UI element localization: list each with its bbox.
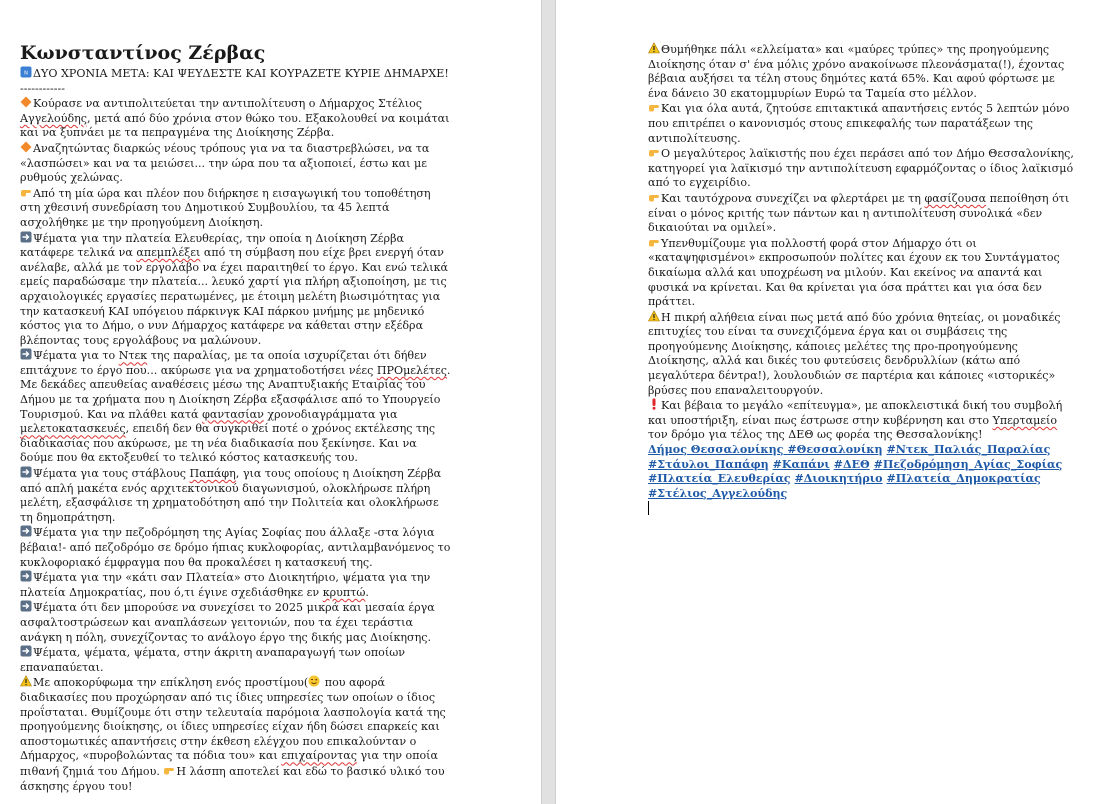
- page-gutter: [541, 0, 556, 804]
- arrow-right-box-icon: [20, 348, 32, 360]
- new-icon: [20, 66, 32, 78]
- pointing-hand-icon: [20, 186, 32, 198]
- arrow-right-box-icon: [20, 525, 32, 537]
- document-title: Κωνσταντίνος Ζέρβας: [20, 42, 266, 64]
- paragraph-2: Αναζητώντας διαρκώς νέους τρόπους για να τα διαστρεβλώσει, να τα «λασπώσει» και να τα μειώσει... την ώρα που τα αξιοποιεί, έστω και με ρυθμούς χελώνας.: [20, 141, 430, 185]
- arrow-right-box-icon: [20, 645, 32, 657]
- exclamation-icon: [648, 398, 660, 410]
- paragraph-6: Ψέματα για τους στάβλους Παπάφη, για τους οποίους η Διοίκηση Ζέρβα από απλή μακέτα ενός αρχιτεκτονικού διαγωνισμού, ολοκλήρωσε πλήρη μελέτη, εξασφάλισε τη χρηματοδότηση από την Πολιτεία και ολοκλήρωσε τη δημοπράτηση.: [20, 467, 442, 524]
- subtitle-text: ΔΥΟ ΧΡΟΝΙΑ ΜΕΤΑ: ΚΑΙ ΨΕΥΔΕΣΤΕ ΚΑΙ ΚΟΥΡΑΖΕΤΕ ΚΥΡΙΕ ΔΗΜΑΡΧΕ!: [33, 67, 449, 80]
- hashtags-paragraph: [648, 443, 1078, 501]
- paragraph-4: Ψέματα για την πλατεία Ελευθερίας, την οποία η Διοίκηση Ζέρβα κατάφερε τελικά να απεμπλέξει από τη σύμβαση που είχε βρει ενεργή όταν ανέλαβε, αλλά με τον εργολάβο να έχει παραιτηθεί το έργο. Και ενώ τελικά εμείς παραδώσαμε την πλατεία... λευκό χαρτί για πλήρη αξιοποίηση, με τις αρχαιολογικές εργασίες περατωμένες, με έτοιμη μελέτη βιωσιμότητας για την κατασκευή ΚΑΙ υπόγειου πάρκινγκ ΚΑΙ πάρκου μνήμης με μηδενικό κόστος για το Δήμο, ο νυν Δήμαρχος κατάφερε να κάθεται στην εξέδρα βλέποντας τους εργολάβους να μαλώνουν.: [20, 231, 449, 347]
- arrow-right-box-icon: [20, 231, 32, 243]
- arrow-right-box-icon: [20, 600, 32, 612]
- pointing-hand-icon: [648, 191, 660, 203]
- paragraph-r1: Θυμήθηκε πάλι «ελλείματα» και «μαύρες τρύπες» της προηγούμενης Διοίκησης όταν σ' ένα μόλις χρόνο ανακοίνωσε πλεονάσματα(!), έχοντας βέβαια αυξήσει τα τέλη στους δημότες κατά 65%. Και αφού φόρτωσε με ένα δάνειο 30 εκατομμυρίων Ευρώ τα Ταμεία στο μέλλον.: [648, 43, 1065, 100]
- paragraph-10: Ψέματα, ψέματα, ψέματα, στην άκριτη αναπαραγωγή των οποίων επαναπαύεται.: [20, 646, 405, 674]
- svg-text:N: N: [24, 70, 28, 77]
- hashtag-link[interactable]: #ΔΕΘ: [833, 457, 870, 471]
- hashtag-link[interactable]: #Πεζοδρόμηση_Αγίας_Σοφίας: [873, 457, 1063, 471]
- hashtag-link[interactable]: #Πλατεία_Δημοκρατίας: [886, 472, 1041, 486]
- hashtag-link[interactable]: #Στάυλοι_Παπάφη: [648, 457, 769, 471]
- hashtag-link[interactable]: #Στέλιος_Αγγελούδης: [648, 486, 788, 500]
- hashtag-link[interactable]: #Ντεκ_Παλιάς_Παραλίας: [886, 443, 1051, 457]
- paragraph-5: Ψέματα για το Ντεκ της παραλίας, με τα οποία ισχυρίζεται ότι δήθεν επιτάχυνε το έργο που... ακύρωσε για να χρηματοδοτήσει νέες ΠΡΟμελέτες. Με δεκάδες απευθείας αναθέσεις μέσω της Αναπτυξιακής Εταιρίας του Δήμου με τα χρήματα που η Διοίκηση Ζέρβα εξασφάλισε από το Υπουργείο Τουρισμού. Και να πλάθει κατά φαντασίαν χρονοδιαγράμματα για μελετοκατασκευές, επειδή δεν θα συγκριθεί ποτέ ο χρόνος εκτέλεσης της διαδικασίας που ακύρωσε, με τη νέα διαδικασία που ξεκίνησε. Και να δούμε που θα εκτοξευθεί το τελικό κόστος κατασκευής του.: [20, 349, 451, 465]
- hashtag-link[interactable]: Δήμος Θεσσαλονίκης: [648, 443, 788, 457]
- pointing-hand-icon: [648, 236, 660, 248]
- arrow-right-box-icon: [20, 466, 32, 478]
- winking-face-icon: [308, 675, 320, 687]
- pointing-hand-icon: [648, 101, 660, 113]
- orange-diamond-icon: [20, 141, 32, 153]
- pointing-hand-icon: [648, 146, 660, 158]
- paragraph-8: Ψέματα για την «κάτι σαν Πλατεία» στο Διοικητήριο, ψέματα για την πλατεία Δημοκρατίας, που ό,τι έγινε σχεδιάσθηκε εν κρυπτώ.: [20, 571, 431, 599]
- page-right-content: [648, 42, 1078, 518]
- paragraph-1: Κούρασε να αντιπολιτεύεται την αντιπολίτευση ο Δήμαρχος Στέλιος Αγγελούδης, μετά από δύο χρόνια στον θώκο του. Εξακολουθεί να κοιμάται και να ξυπνάει με τα πεπραγμένα της Διοίκησης Ζέρβα.: [20, 97, 450, 140]
- paragraph-r3: Ο μεγαλύτερος λαϊκιστής που έχει περάσει από τον Δήμο Θεσσαλονίκης, κατηγορεί για λαϊκισμό την αντιπολίτευση εφαρμόζοντας ο ίδιος λαϊκισμό από το εγχειρίδιο.: [648, 147, 1074, 190]
- paragraph-r6: Η πικρή αλήθεια είναι πως μετά από δύο χρόνια θητείας, οι μοναδικές επιτυχίες του είναι τα συνεχιζόμενα έργα και οι συμβάσεις της προηγούμενης Διοίκησης, κάποιες μελέτες της προ-προηγούμενης Διοίκησης, αλλά και δικές του φυτεύσεις δενδρυλλίων (κάτω από μεγαλύτερα δέντρα!), λουλουδιών σε παρτέρια και κάποιες «ιστορικές» βρύσες που επαναλειτουργούν.: [648, 310, 1061, 397]
- hashtag-link[interactable]: #Καπάνι: [772, 457, 830, 471]
- warning-icon: [648, 310, 660, 322]
- warning-icon: [20, 675, 32, 687]
- paragraph-r5: Υπενθυμίζουμε για πολλοστή φορά στον Δήμαρχο ότι οι «καταψηφισμένοι» εκπροσωπούν πολίτες και έχουν εκ του Συντάγματος δικαίωμα αλλά και υποχρέωση να μιλούν. Και εκείνος να απαντά και φυσικά να κρίνεται. Και θα κρίνεται για όσα πράττει και για όσα δεν πράττει.: [648, 236, 1060, 309]
- paragraph-r7: Και βέβαια το μεγάλο «επίτευγμα», με αποκλειστικά δική του συμβολή και υποστήριξη, είναι πως έστρωσε στην κυβέρνηση και στο Υπερταμείο τον δρόμο για τέλος της ΔΕΘ ως φορέα της Θεσσαλονίκης!: [648, 399, 1063, 442]
- hashtag-link[interactable]: #Πλατεία_Ελευθερίας: [648, 472, 791, 486]
- separator-line: ------------: [20, 81, 65, 95]
- paragraph-3: Από τη μία ώρα και πλέον που διήρκησε η εισαγωγική του τοποθέτηση στη χθεσινή συνεδρίαση του Δημοτικού Συμβουλίου, τα 45 λεπτά ασχολήθηκε με την προηγούμενη Διοίκηση.: [20, 186, 431, 229]
- hashtag-link[interactable]: #Θεσσαλονίκη: [787, 443, 883, 457]
- text-cursor: [648, 501, 649, 515]
- paragraph-r4: Και ταυτόχρονα συνεχίζει να φλερτάρει με τη φασίζουσα πεποίθηση ότι είναι ο μόνος κριτής των πάντων και η αντιπολίτευση συνολικά «δεν δικαιούται να ομιλεί».: [648, 191, 1070, 235]
- document-page-left: [0, 0, 541, 804]
- cursor-line[interactable]: [648, 501, 1078, 518]
- paragraph-r2: Και για όλα αυτά, ζητούσε επιτακτικά απαντήσεις εντός 5 λεπτών μόνο που επιτρέπει ο κανονισμός στους επικεφαλής των παρατάξεων της αντιπολίτευσης.: [648, 102, 1070, 145]
- orange-diamond-icon: [20, 96, 32, 108]
- paragraph-11: Με αποκορύφωμα την επίκληση ενός προστίμου( που αφορά διαδικασίες που προχώρησαν από τις ίδιες υπηρεσίες των οποίων ο ίδιος προΐσταται. Θυμίζουμε ότι στην τελευταία παρόμοια λασπολογία κατά της προηγούμενης διοίκησης, οι ίδιες υπηρεσίες είχαν ήδη δώσει επαρκείς και αποστομωτικές απαντήσεις στην έκθεση ελέγχου που επικαλούνταν ο Δήμαρχος, «πυροβολώντας τα πόδια του» και επιχαίροντας για την οποία πιθανή ζημιά του Δήμου. Η λάσπη αποτελεί και εδώ το βασικό υλικό του άσκησης έργου του!: [20, 676, 446, 793]
- warning-icon: [648, 42, 660, 54]
- paragraph-7: Ψέματα για την πεζοδρόμηση της Αγίας Σοφίας που άλλαξε -στα λόγια βέβαια!- από πεζοδρόμο σε δρόμο ήπιας κυκλοφορίας, αντιλαμβανόμενος το κυκλοφοριακό έμφραγμα που θα προκαλέσει η κατασκευή της.: [20, 526, 451, 569]
- document-page-right: [556, 0, 1107, 804]
- page-left-content: [20, 44, 452, 794]
- hashtag-link[interactable]: #Διοικητήριο: [794, 472, 883, 486]
- pointing-hand-icon: [163, 764, 175, 776]
- arrow-right-box-icon: [20, 570, 32, 582]
- paragraph-9: Ψέματα ότι δεν μπορούσε να συνεχίσει το 2025 μικρά και μεσαία έργα ασφαλτοστρώσεων και αναπλάσεων γειτονιών, που τα έχει τεράστια ανάγκη η πόλη, συνεχίζοντας το ανάλογο έργο της δικής μας Διοίκησης.: [20, 601, 435, 644]
- subtitle-paragraph: [20, 66, 452, 82]
